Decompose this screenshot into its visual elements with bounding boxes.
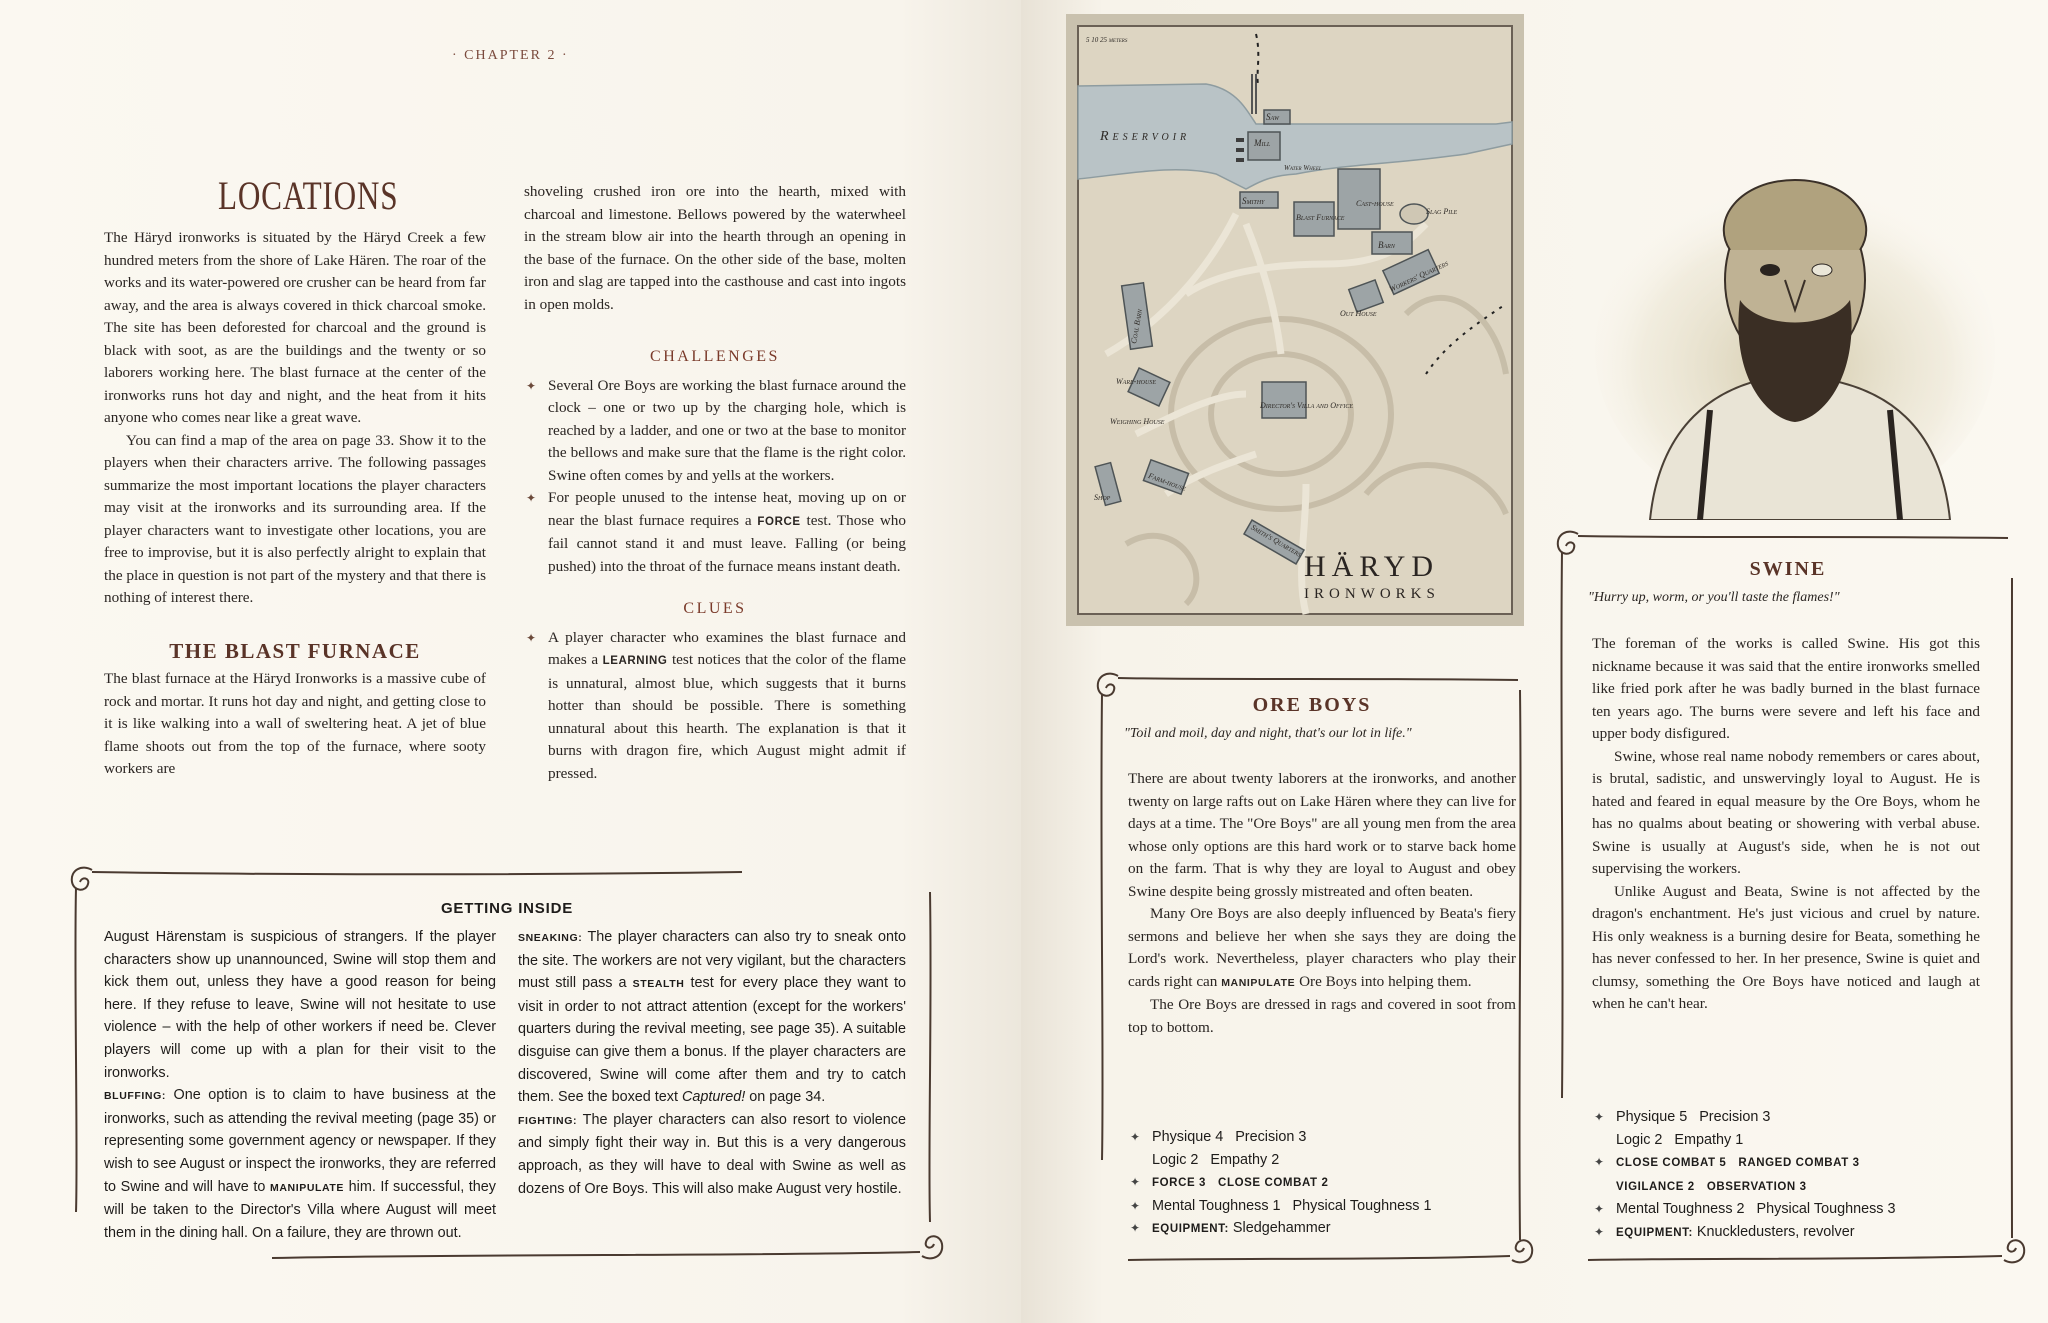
map-label-farmhouse: Farm-house <box>1147 471 1188 494</box>
map-label-mill: Mill <box>1254 138 1271 148</box>
ironworks-map <box>1066 14 1524 626</box>
map-label-shop: Shop <box>1094 493 1111 502</box>
stat-row: Logic 2 Empathy 2 <box>1152 1151 1280 1168</box>
skill-force: FORCE <box>757 515 801 528</box>
map-label-smithy: Smithy <box>1242 196 1265 206</box>
skill-manipulate: MANIPULATE <box>269 1181 345 1194</box>
map-scale: 5 10 25 meters <box>1086 36 1128 44</box>
map-label-outhouse: Out House <box>1340 309 1377 318</box>
stat-row: ✦ Physique 5 Precision 3 <box>1592 1106 2002 1129</box>
swine-text <box>1592 633 1980 1016</box>
stat-row: ✦ EQUIPMENT: Knuckledusters, revolver <box>1592 1221 2002 1245</box>
stat-row: ✦ Physique 4 Precision 3 <box>1128 1126 1518 1149</box>
locations-paragraph-1: The Häryd ironworks is situated by the Häryd Creek a few hundred meters from the shore of Lake Hären. The roar of the works and its water-powered ore crusher can be heard from far away, and the area is always covered in thick charcoal smoke. The site has been deforested for charcoal and the ground is black with soot, as are the buildings and the twenty or so laborers working here. The blast furnace at the center of the ironworks runs hot day and night, and the heat from it hits anyone who comes near like a great wave. <box>104 229 486 426</box>
ore-boys-paragraph-2: Many Ore Boys are also deeply influenced by Beata's fiery sermons and believe her when she says they are doing the Lord's work. Nevertheless, player characters who play their cards right can MANIPULATE Ore Boys into helping them. <box>1128 905 1516 990</box>
challenge-item: ✦ Several Ore Boys are working the blast furnace around the clock – one or two up by the charging hole, which is reached by a ladder, and one or two at the base to monitor the bellows and make sure that the flame is the right color. Swine often comes by and yells at the workers. <box>524 375 906 488</box>
swine-portrait <box>1590 160 2000 520</box>
left-column <box>104 227 486 781</box>
getting-inside-intro: August Härenstam is suspicious of strangers. If the player characters show up unannounced, Swine will stop them and kick them out, unless they have a good reason for being here. If they refuse to leave, Swine will not hesitate to use violence – with the help of other workers if need be. Clever players will come up with a plan for their visit to the ironworks. <box>104 929 496 1081</box>
skill-stealth: STEALTH <box>632 978 685 991</box>
blast-furnace-title: THE BLAST FURNACE <box>169 638 421 663</box>
getting-inside-title: GETTING INSIDE <box>440 900 574 917</box>
map-label-smiths-quarters: Smith's Quarters <box>1249 522 1303 559</box>
skill-learning: LEARNING <box>602 655 668 667</box>
map-label-reservoir: Reservoir <box>1100 129 1191 144</box>
map-title-1: HÄRYD <box>1304 550 1440 583</box>
map-title-2: IRONWORKS <box>1304 586 1440 602</box>
clue-item: ✦ A player character who examines the blast furnace and makes a LEARNING test notices that the color of the flame is unnatural, almost blue, which suggests that it burns hotter than should be possible. There is something unnatural about this hearth. The explanation is that it burns with dragon fire, which August might admit if pressed. <box>524 627 906 786</box>
fighting-paragraph: FIGHTING: The player characters can also resort to violence and simply fight their way in. But this is a very dangerous approach, as they will have to deal with Swine as well as dozens of Ore Boys. This will also make August very hostile. <box>518 1111 906 1197</box>
stat-row: ✦ Mental Toughness 1 Physical Toughness 1 <box>1128 1195 1518 1218</box>
ore-boys-paragraph-3: The Ore Boys are dressed in rags and covered in soot from top to bottom. <box>1128 996 1516 1036</box>
challenges-title: CHALLENGES <box>650 348 780 365</box>
bluffing-paragraph: BLUFFING: One option is to claim to have business at the ironworks, such as attending the revival meeting (page 35) or representing some government agency or newspaper. If they wish to see August or inspect the ironworks, they are referred to Swine and will have to MANIPULATE him. If successful, they will be taken to the Director's Villa where August will meet them in the dining hall. On a failure, they are thrown out. <box>104 1087 496 1241</box>
getting-inside-col-1 <box>104 926 496 1244</box>
running-head: · CHAPTER 2 · <box>452 48 569 63</box>
map-label-directors-villa: Director's Villa and Office <box>1260 401 1354 410</box>
swine-paragraph-1: The foreman of the works is called Swine. His got this nickname because it was said that the entire ironworks smelled like fried pork after he was badly burned in the blast furnace ten years ago. The burns were severe and left his face and upper body disfigured. <box>1592 635 1980 742</box>
swine-name: SWINE <box>1749 558 1827 580</box>
swine-illustration <box>1590 160 2000 520</box>
challenges-list <box>524 375 906 579</box>
ore-boys-name: ORE BOYS <box>1252 694 1372 716</box>
clues-title: CLUES <box>683 600 747 617</box>
map-label-slag-pile: Slag Pile <box>1426 207 1458 216</box>
clues-list <box>524 627 906 786</box>
stat-row: ✦ CLOSE COMBAT 5 RANGED COMBAT 3 <box>1592 1151 2002 1175</box>
swine-quote: "Hurry up, worm, or you'll taste the flames!" <box>1588 590 1840 605</box>
getting-inside-col-2 <box>518 926 906 1200</box>
map-drawing <box>1066 14 1524 626</box>
map-label-casthouse: Cast-house <box>1356 199 1394 208</box>
blast-furnace-paragraph-cont: shoveling crushed iron ore into the hearth, mixed with charcoal and limestone. Bellows powered by the waterwheel in the stream blow air into the hearth through an opening in the base of the furnace. On the other side of the base, molten iron and slag are tapped into the casthouse and cast into ingots in open molds. <box>524 183 906 313</box>
stat-row: ✦ Mental Toughness 2 Physical Toughness 3 <box>1592 1198 2002 1221</box>
locations-title: LOCATIONS <box>218 173 399 218</box>
map-label-coal-barn: Coal Barn <box>1129 308 1145 345</box>
swine-paragraph-3: Unlike August and Beata, Swine is not affected by the dragon's enchantment. He's just vicious and cruel by nature. His only weakness is a burning desire for Beata, something he has never confessed to her. In her presence, Swine is quiet and clumsy, something the Ore Boys have noticed and laugh at when he can't hear. <box>1592 882 1980 1012</box>
sneaking-paragraph: SNEAKING: The player characters can also try to sneak onto the site. The workers are not very vigilant, but the characters must still pass a STEALTH test for every place they want to visit in order to not attract attention (except for the workers' quarters during the revival meeting, see page 35). A suitable disguise can give them a bonus. If the player characters are discovered, Swine will come after them and try to catch them. See the boxed text Captured! on page 34. <box>518 929 906 1106</box>
middle-column <box>524 181 906 785</box>
map-label-warehouse: Ware-house <box>1116 377 1156 386</box>
ore-boys-text <box>1128 768 1516 1039</box>
stat-row: ✦ FORCE 3 CLOSE COMBAT 2 <box>1128 1171 1518 1195</box>
locations-paragraph-2: You can find a map of the area on page 33. Show it to the players when their characters arrive. The following passages summarize the most important locations the player characters may visit at the ironworks and its surrounding area. If the player characters want to investigate other locations, you are free to improvise, but it is also perfectly alright to explain that the place in question is not part of the mystery and that there is nothing of interest there. <box>104 431 486 606</box>
map-label-weighing-house: Weighing House <box>1110 417 1165 426</box>
getting-inside-box <box>62 852 952 1274</box>
ore-boys-quote: "Toil and moil, day and night, that's our lot in life." <box>1124 726 1412 741</box>
ore-boys-box <box>1088 660 1536 1278</box>
challenge-item: ✦ For people unused to the intense heat, moving up on or near the blast furnace requires a FORCE test. Those who fail cannot stand it and must leave. Falling (or being pushed) into the throat of the furnace means instant death. <box>524 487 906 578</box>
swine-paragraph-2: Swine, whose real name nobody remembers or cares about, is brutal, sadistic, and unswervingly loyal to August. He is hated and feared in equal measure by the Ore Boys, whom he has no qualms about beating or showering with verbal abuse. Swine is usually at August's side, when he is not out supervising the workers. <box>1592 747 1980 877</box>
skill-manipulate: MANIPULATE <box>1221 976 1296 989</box>
map-label-blast-furnace: Blast Furnace <box>1296 213 1345 222</box>
map-label-workers-quarters: Workers' Quarters <box>1387 258 1450 294</box>
blast-furnace-paragraph: The blast furnace at the Häryd Ironworks is a massive cube of rock and mortar. It runs hot day and night, and getting close to it is like walking into a wall of sweltering heat. A jet of blue flame shoots out from the top of the furnace, where sooty workers are <box>104 670 486 777</box>
ore-boys-stats <box>1128 1126 1518 1241</box>
stat-row: VIGILANCE 2 OBSERVATION 3 <box>1616 1180 1807 1193</box>
swine-stats <box>1592 1106 2002 1245</box>
stat-row: ✦ EQUIPMENT: Sledgehammer <box>1128 1217 1518 1241</box>
map-label-water-wheel: Water Wheel <box>1284 164 1322 172</box>
swine-box <box>1548 518 2028 1278</box>
map-label-saw: Saw <box>1266 112 1279 122</box>
map-label-barn: Barn <box>1378 240 1395 250</box>
stat-row: Logic 2 Empathy 1 <box>1616 1131 1744 1148</box>
left-page <box>0 0 1021 1323</box>
ore-boys-paragraph-1: There are about twenty laborers at the ironworks, and another twenty on large rafts out on Lake Hären where they can live for days at a time. The "Ore Boys" are all young men from the area whose only options are this hard work or to starve back home on the farm. That is why they are loyal to August and obey Swine despite being grossly mistreated and often beaten. <box>1128 770 1516 900</box>
